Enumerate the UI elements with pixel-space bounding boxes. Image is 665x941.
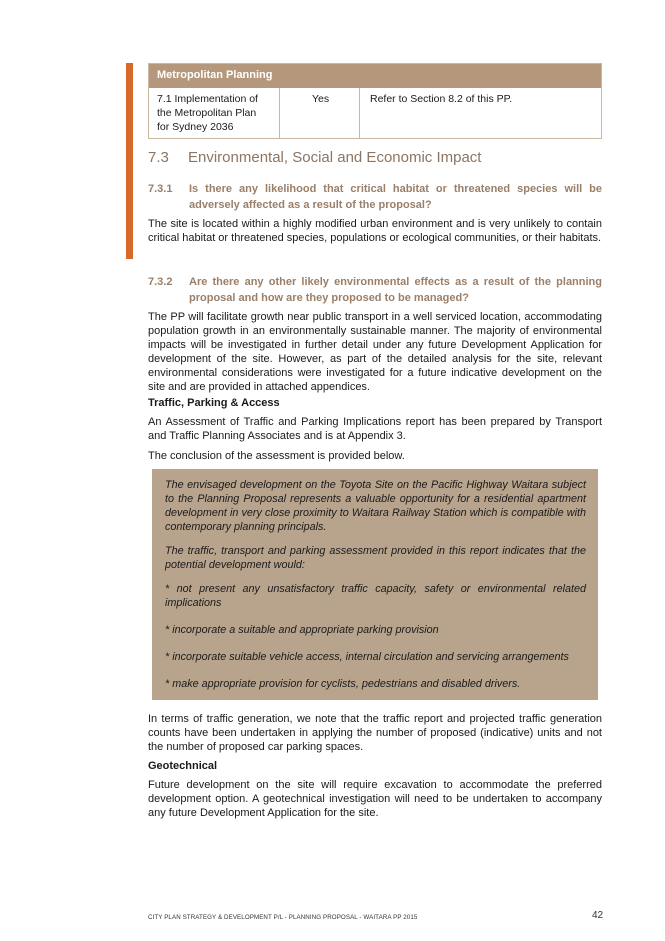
- assessment-quote-box: [152, 469, 598, 700]
- question-answer-1: The site is located within a highly modified urban environment and is very unlikely to contain critical habitat or threatened species, populations or ecological communities, or their habitats.: [148, 218, 602, 244]
- table-row: [149, 88, 601, 138]
- question-heading-1: [148, 181, 602, 213]
- planning-table: [148, 63, 602, 139]
- section-title: Environmental, Social and Economic Impact: [188, 149, 482, 166]
- quote-paragraph-1: The envisaged development on the Toyota Site on the Pacific Highway Waitara subject to the Planning Proposal represents a valuable opportunity for a residential apartment development in very close proximity to Waitara Railway Station which is compatible with contemporary planning principals.: [165, 479, 586, 533]
- question-number: 7.3.1: [148, 183, 173, 195]
- question-number: 7.3.2: [148, 276, 173, 288]
- table-header: Metropolitan Planning: [149, 64, 601, 88]
- traffic-paragraph-1: An Assessment of Traffic and Parking Implications report has been prepared by Transport and Traffic Planning Associates and is at Appendix 3.: [148, 416, 602, 442]
- table-cell-item: 7.1 Implementation of the Metropolitan Plan for Sydney 2036: [149, 88, 280, 138]
- question-text: Is there any likelihood that critical habitat or threatened species will be adversely affected as a result of the proposal?: [189, 183, 602, 211]
- question-answer-2: The PP will facilitate growth near public transport in a well serviced location, accommodating population growth in an environmentally sustainable manner. The majority of environmental impacts will be investigated in further detail under any future Development Application for development of the site. However, as part of the detailed analysis for the site, relevant environmental considerations were investigated for a future indicative development on the site and are provided in attached appendices.: [148, 311, 602, 393]
- section-heading: [148, 149, 481, 166]
- table-cell-comment: Refer to Section 8.2 of this PP.: [370, 93, 513, 105]
- traffic-heading: Traffic, Parking & Access: [148, 397, 280, 409]
- page-number: 42: [592, 910, 604, 921]
- quote-paragraph-2: The traffic, transport and parking assessment provided in this report indicates that the potential development would:: [165, 545, 586, 571]
- quote-bullet: * incorporate suitable vehicle access, internal circulation and servicing arrangements: [165, 651, 569, 663]
- quote-bullet: * make appropriate provision for cyclists, pedestrians and disabled drivers.: [165, 678, 521, 690]
- question-text: Are there any other likely environmental effects as a result of the planning proposal and how are they proposed to be managed?: [189, 276, 602, 304]
- table-cell-answer: Yes: [280, 88, 360, 138]
- traffic-paragraph-2: The conclusion of the assessment is provided below.: [148, 450, 405, 462]
- section-number: 7.3: [148, 149, 169, 166]
- geotech-paragraph: Future development on the site will require excavation to accommodate the preferred development option. A geotechnical investigation will need to be undertaken to accompany any future Development Application for the site.: [148, 779, 602, 819]
- page-footer: CITY PLAN STRATEGY & DEVELOPMENT P/L - PLANNING PROPOSAL - WAITARA PP 2015: [148, 914, 418, 921]
- question-heading-2: [148, 274, 602, 306]
- quote-bullet: * not present any unsatisfactory traffic capacity, safety or environmental related implications: [165, 583, 586, 609]
- quote-bullet: * incorporate a suitable and appropriate parking provision: [165, 624, 439, 636]
- traffic-paragraph-3: In terms of traffic generation, we note that the traffic report and projected traffic generation counts have been undertaken in applying the number of proposed (indicative) units and not the number of proposed car parking spaces.: [148, 713, 602, 753]
- section-accent-bar: [126, 63, 133, 259]
- geotech-heading: Geotechnical: [148, 760, 218, 772]
